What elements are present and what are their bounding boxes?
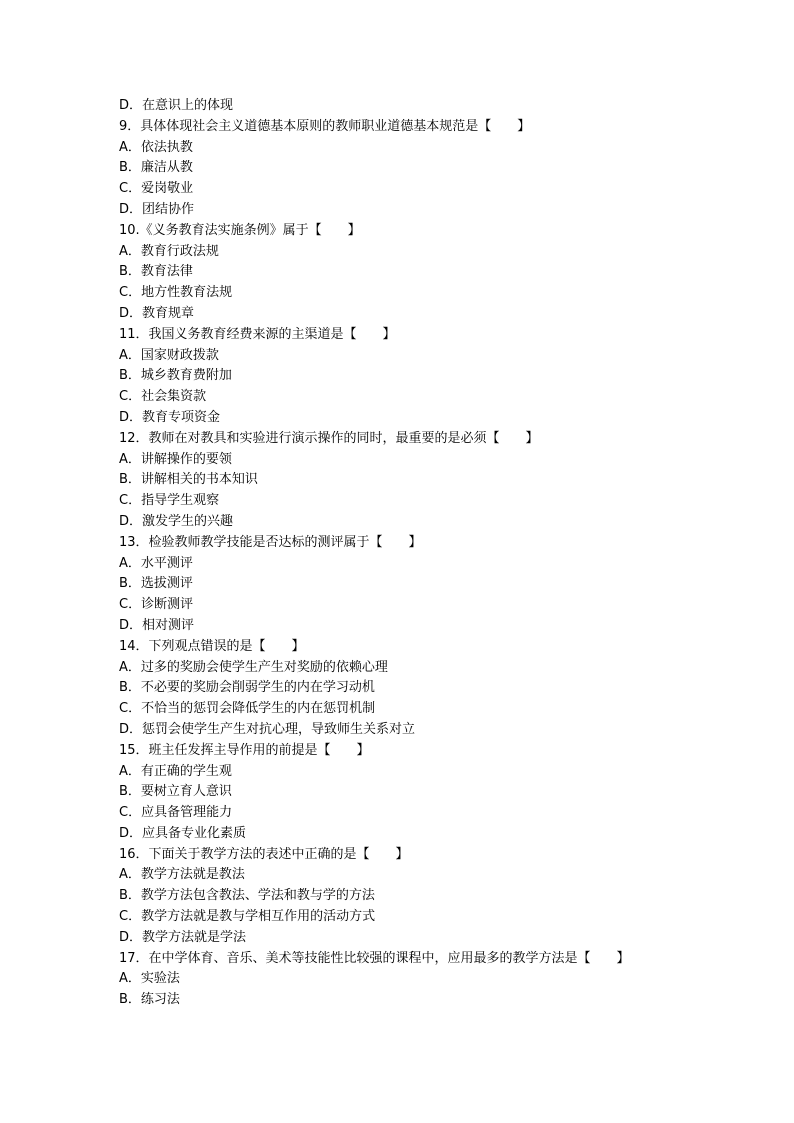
text-line: 12．教师在对教具和实验进行演示操作的同时，最重要的是必须【 】 xyxy=(119,430,539,446)
text-line: D．惩罚会使学生产生对抗心理，导致师生关系对立 xyxy=(119,721,416,737)
text-line: B．不必要的奖励会削弱学生的内在学习动机 xyxy=(119,680,375,696)
text-line: C．教学方法就是教与学相互作用的活动方式 xyxy=(119,909,376,925)
text-line: A．水平测评 xyxy=(119,555,193,571)
question-text-block xyxy=(119,96,719,1011)
text-line: A．实验法 xyxy=(119,971,180,987)
text-line: A．讲解操作的要领 xyxy=(119,451,232,467)
text-line: D．应具备专业化素质 xyxy=(119,825,247,841)
text-line: A．过多的奖励会使学生产生对奖励的依赖心理 xyxy=(119,659,388,675)
text-line: D．在意识上的体现 xyxy=(119,98,234,113)
text-line: C．地方性教育法规 xyxy=(119,285,233,301)
text-line: C．社会集资款 xyxy=(119,389,207,405)
text-line: 17．在中学体育、音乐、美术等技能性比较强的课程中，应用最多的教学方法是【 】 xyxy=(119,950,630,966)
text-line: D．教育专项资金 xyxy=(119,409,221,425)
text-line: B．要树立育人意识 xyxy=(119,784,232,800)
text-line: B．选拔测评 xyxy=(119,576,193,592)
text-line: D．团结协作 xyxy=(119,201,195,217)
text-line: A．教育行政法规 xyxy=(119,243,219,259)
text-line: A．有正确的学生观 xyxy=(119,763,232,779)
text-line: C．爱岗敬业 xyxy=(119,181,194,197)
text-line: B．教学方法包含教法、学法和教与学的方法 xyxy=(119,888,375,904)
text-line: D．教学方法就是学法 xyxy=(119,929,247,945)
text-line: C．应具备管理能力 xyxy=(119,805,233,821)
text-line: 9．具体体现社会主义道德基本原则的教师职业道德基本规范是【 】 xyxy=(119,118,531,134)
text-line: C．指导学生观察 xyxy=(119,493,220,509)
text-line: C．诊断测评 xyxy=(119,597,194,613)
text-line: B．廉洁从教 xyxy=(119,160,193,176)
text-line: A．国家财政拨款 xyxy=(119,347,219,363)
text-line: B．教育法律 xyxy=(119,264,193,280)
text-line: 10.《义务教育法实施条例》属于【 】 xyxy=(119,222,361,238)
text-line: 13．检验教师教学技能是否达标的测评属于【 】 xyxy=(119,534,422,550)
text-line: 15．班主任发挥主导作用的前提是【 】 xyxy=(119,742,370,758)
text-line: 14．下列观点错误的是【 】 xyxy=(119,638,305,654)
text-line: D．相对测评 xyxy=(119,617,195,633)
text-line: D．激发学生的兴趣 xyxy=(119,513,234,529)
text-line: C．不恰当的惩罚会降低学生的内在惩罚机制 xyxy=(119,701,376,717)
text-line: A．依法执教 xyxy=(119,139,193,155)
text-line: 11．我国义务教育经费来源的主渠道是【 】 xyxy=(119,326,396,342)
text-line: 16．下面关于教学方法的表述中正确的是【 】 xyxy=(119,846,409,862)
text-line: D．教育规章 xyxy=(119,305,195,321)
text-line: B．讲解相关的书本知识 xyxy=(119,472,258,488)
text-line: B．城乡教育费附加 xyxy=(119,368,232,384)
text-line: A．教学方法就是教法 xyxy=(119,867,245,883)
text-line: B．练习法 xyxy=(119,992,180,1008)
